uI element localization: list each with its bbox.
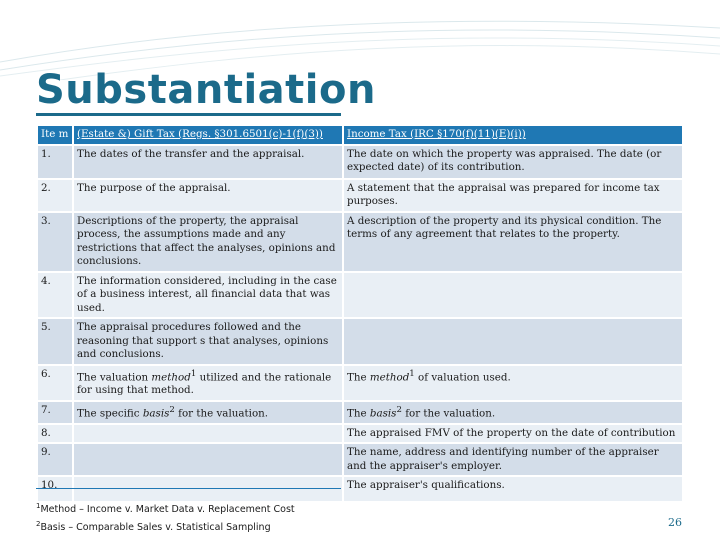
estate-gift-cell: The information considered, including in the case of a business interest, all financial data that was used. bbox=[74, 273, 342, 318]
estate-gift-cell bbox=[74, 444, 342, 475]
item-number: 1. bbox=[38, 146, 72, 178]
footnotes bbox=[36, 488, 341, 535]
header-item: Ite m bbox=[38, 126, 72, 144]
item-number: 4. bbox=[38, 273, 72, 318]
cell-text: for the valuation. bbox=[401, 407, 496, 420]
method-term: method bbox=[151, 370, 191, 383]
slide-title: Substantiation bbox=[36, 67, 376, 113]
estate-gift-cell: The dates of the transfer and the appraisal. bbox=[74, 146, 342, 178]
table-row bbox=[38, 366, 682, 400]
cell-text: The bbox=[347, 407, 370, 420]
footnote-text: Basis – Comparable Sales v. Statistical Sampling bbox=[40, 522, 271, 534]
footnote-ref-1: 1 bbox=[409, 368, 415, 379]
table-row bbox=[38, 425, 682, 443]
estate-gift-cell bbox=[74, 425, 342, 443]
cell-text: The specific bbox=[77, 407, 143, 420]
income-cell: The date on which the property was appraised. The date (or expected date) of its contribution. bbox=[344, 146, 682, 178]
estate-gift-cell: The purpose of the appraisal. bbox=[74, 180, 342, 211]
income-cell bbox=[344, 319, 682, 364]
footnote-ref-2: 2 bbox=[396, 404, 402, 415]
cell-text: of valuation used. bbox=[414, 370, 511, 383]
income-cell bbox=[344, 366, 682, 400]
item-number: 8. bbox=[38, 425, 72, 443]
method-term: method bbox=[369, 370, 410, 383]
income-cell: A description of the property and its physical condition. The terms of any agreement that relates to the property. bbox=[344, 213, 682, 271]
income-cell: The appraised FMV of the property on the date of contribution bbox=[344, 425, 682, 443]
header-income-tax: Income Tax (IRC §170(f)(11)(E)(i)) bbox=[344, 126, 682, 144]
table-row bbox=[38, 402, 682, 423]
item-number: 6. bbox=[38, 366, 72, 400]
header-estate-gift-tax: (Estate &) Gift Tax (Regs. §301.6501(c)-1(f)(3)) bbox=[74, 126, 342, 144]
cell-text: The bbox=[347, 370, 370, 383]
item-number: 5. bbox=[38, 319, 72, 364]
table-row bbox=[38, 273, 682, 318]
income-cell bbox=[344, 402, 682, 423]
footnote-marker: 1 bbox=[36, 502, 41, 510]
substantiation-table bbox=[36, 124, 684, 503]
estate-gift-cell bbox=[74, 366, 342, 400]
item-number: 10. bbox=[38, 477, 72, 501]
item-number: 3. bbox=[38, 213, 72, 271]
basis-term: basis bbox=[142, 407, 170, 420]
table-row bbox=[38, 319, 682, 364]
estate-gift-cell bbox=[74, 402, 342, 423]
estate-gift-cell: The appraisal procedures followed and the reasoning that support s that analyses, opinions and conclusions. bbox=[74, 319, 342, 364]
title-underline bbox=[36, 113, 341, 116]
income-cell bbox=[344, 273, 682, 318]
table-row bbox=[38, 444, 682, 475]
item-number: 9. bbox=[38, 444, 72, 475]
income-cell: The name, address and identifying number of the appraiser and the appraiser's employer. bbox=[344, 444, 682, 475]
footnote-2 bbox=[36, 517, 341, 535]
footnote-marker: 2 bbox=[36, 520, 41, 529]
basis-term: basis bbox=[369, 407, 397, 420]
page-number: 26 bbox=[668, 516, 682, 529]
item-number: 7. bbox=[38, 402, 72, 423]
footnote-text: Method – Income v. Market Data v. Replacement Cost bbox=[40, 504, 295, 516]
cell-text: for the valuation. bbox=[174, 407, 269, 420]
cell-text: utilized and the rationale for using that method. bbox=[77, 370, 332, 397]
footnote-ref-2: 2 bbox=[169, 404, 175, 415]
income-cell: A statement that the appraisal was prepared for income tax purposes. bbox=[344, 180, 682, 211]
income-cell: The appraiser's qualifications. bbox=[344, 477, 682, 501]
table-header-row bbox=[38, 126, 682, 144]
item-number: 2. bbox=[38, 180, 72, 211]
table-row bbox=[38, 180, 682, 211]
cell-text: The valuation bbox=[77, 370, 152, 383]
estate-gift-cell: Descriptions of the property, the appraisal process, the assumptions made and any restrictions that affect the analyses, opinions and conclusions. bbox=[74, 213, 342, 271]
footnote-1 bbox=[36, 499, 341, 517]
table-row bbox=[38, 213, 682, 271]
table-row bbox=[38, 146, 682, 178]
footnote-ref-1: 1 bbox=[190, 368, 197, 379]
